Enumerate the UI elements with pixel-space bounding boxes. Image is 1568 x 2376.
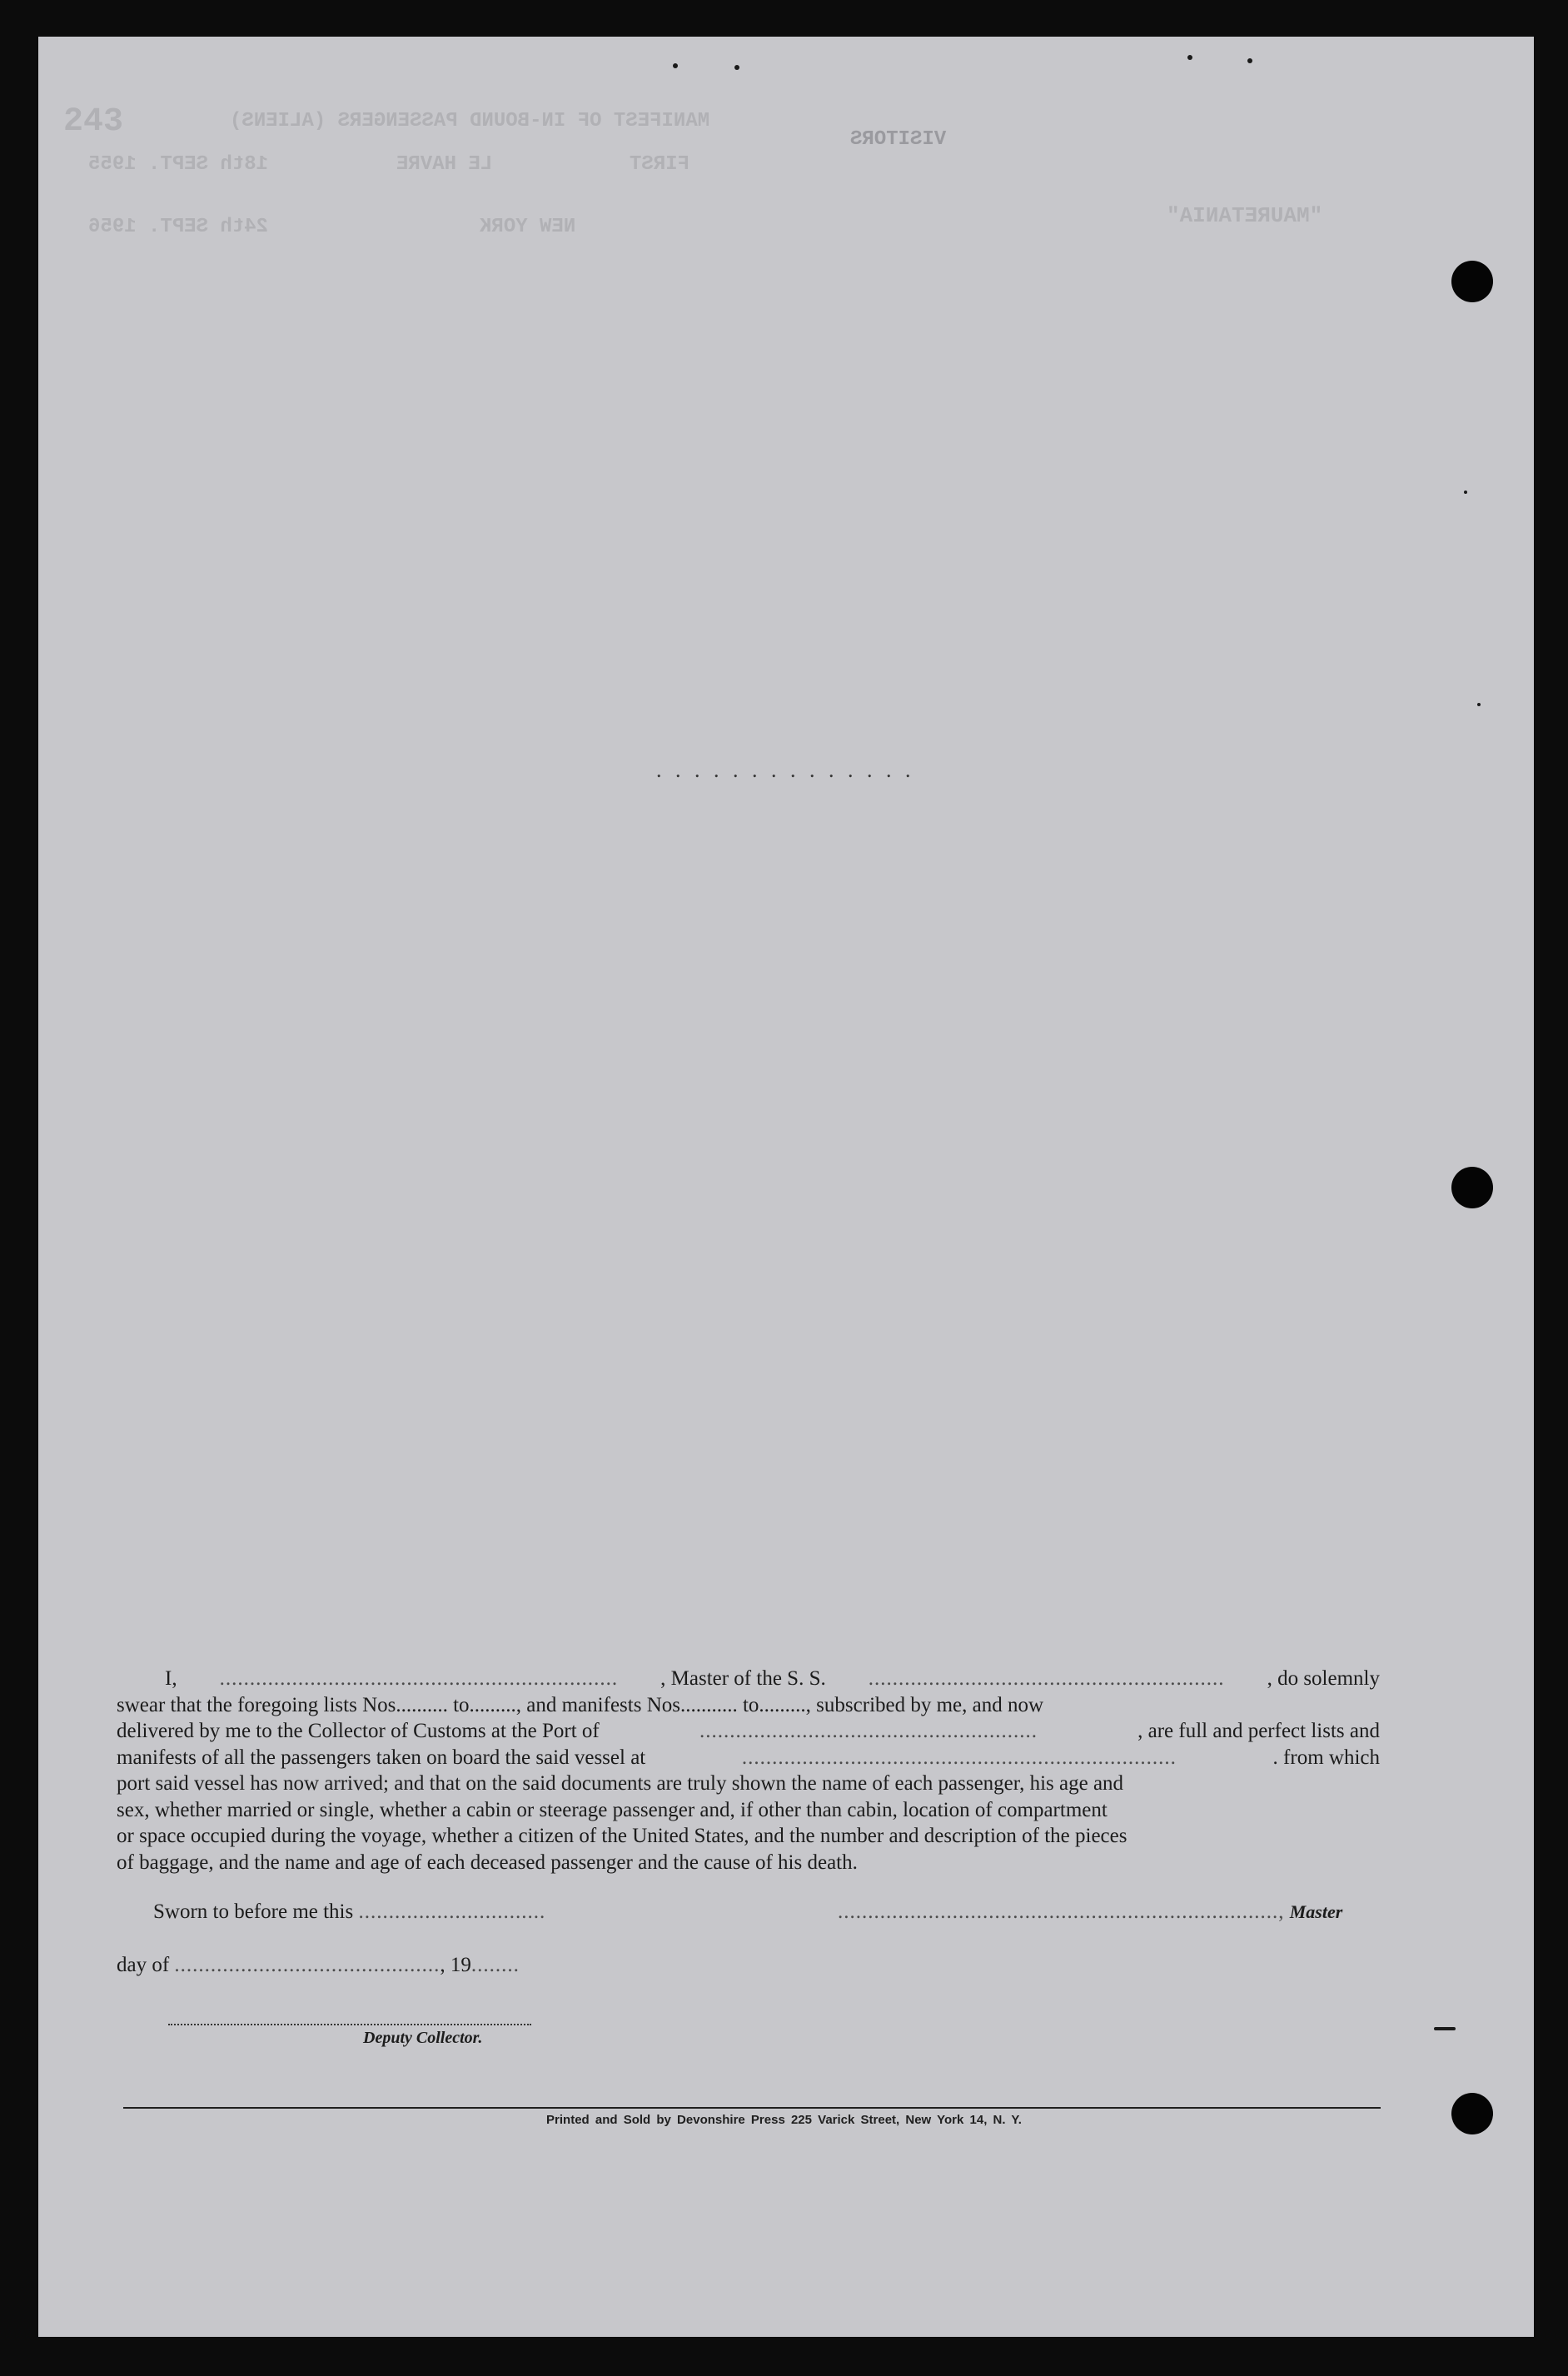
oath-l3-a: delivered by me to the Collector of Customs at the Port of	[117, 1720, 600, 1742]
deputy-signature-line	[168, 2024, 531, 2025]
sworn-line	[153, 1900, 545, 1924]
ghost-date-arrived: 24th SEPT. 1956	[88, 216, 269, 238]
oath-blank-embark-port: ........................................................................	[741, 1746, 1177, 1769]
ghost-ship-name: "MAURETANIA"	[1167, 203, 1323, 228]
speck	[1477, 703, 1481, 706]
master-blank: .........................................................................,	[838, 1900, 1285, 1923]
dotted-separator: . . . . . . . . . . . . . .	[656, 758, 915, 782]
oath-l7: or space occupied during the voyage, whether a citizen of the United States, and the number and description of the pieces	[117, 1825, 1127, 1847]
oath-l1-a: I,	[165, 1667, 177, 1690]
oath-l1-c: , do solemnly	[1267, 1667, 1380, 1690]
oath-line-6	[117, 1797, 1380, 1824]
day-of-blank: ............................................	[174, 1954, 441, 1976]
year-blank: ........	[470, 1954, 520, 1976]
oath-l3-b: , are full and perfect lists and	[1137, 1720, 1380, 1742]
oath-line-5	[117, 1771, 1380, 1797]
master-signature-line	[838, 1900, 1342, 1924]
speck	[1434, 2027, 1456, 2030]
manifest-page	[38, 37, 1534, 2337]
ghost-date-sailed: 18th SEPT. 1955	[88, 153, 269, 176]
oath-blank-master-name: ..................................................................	[219, 1667, 619, 1690]
oath-line-4	[117, 1745, 1380, 1771]
punch-hole-middle	[1451, 1167, 1493, 1208]
speck	[1464, 491, 1467, 494]
speck	[734, 65, 739, 70]
oath-l5: port said vessel has now arrived; and that on the said documents are truly shown the name of each passenger, his age and	[117, 1772, 1124, 1795]
oath-l8: of baggage, and the name and age of each deceased passenger and the cause of his death.	[117, 1850, 858, 1874]
oath-l4-a: manifests of all the passengers taken on board the said vessel at	[117, 1746, 646, 1769]
speck	[1247, 58, 1252, 63]
day-of-line	[117, 1954, 520, 1977]
year-label: , 19	[440, 1954, 471, 1976]
sworn-label: Sworn to before me this	[153, 1900, 354, 1923]
master-oath	[117, 1666, 1380, 1875]
ghost-arriving: NEW YORK	[480, 216, 576, 238]
punch-hole-top	[1451, 261, 1493, 302]
oath-l6: sex, whether married or single, whether a cabin or steerage passenger and, if other than cabin, location of compartment	[117, 1798, 1108, 1821]
printer-imprint: Printed and Sold by Devonshire Press 225 Varick Street, New York 14, N. Y.	[546, 2113, 1022, 2127]
sworn-blank: ...............................	[358, 1900, 546, 1923]
ghost-page-number: 243	[63, 103, 124, 141]
day-of-label: day of	[117, 1954, 170, 1976]
ghost-class-line: FIRST	[630, 153, 690, 176]
oath-line-7	[117, 1823, 1380, 1850]
oath-line-8	[117, 1850, 1380, 1876]
ghost-title: MANIFEST OF IN-BOUND PASSENGERS (ALIENS)	[230, 110, 710, 132]
ghost-from-port: LE HAVRE	[396, 153, 493, 176]
footer-rule	[123, 2107, 1381, 2109]
oath-blank-port: ........................................................	[699, 1720, 1038, 1742]
master-label: Master	[1289, 1901, 1343, 1922]
speck	[673, 63, 678, 68]
ghost-visitors: VISITORS	[850, 128, 947, 151]
oath-l1-b: , Master of the S. S.	[660, 1667, 826, 1690]
speck	[1187, 55, 1192, 60]
oath-blank-ship: ...........................................................	[868, 1667, 1225, 1690]
oath-l2: swear that the foregoing lists Nos.......... to........., and manifests Nos........... to........., subscribed by me, and now	[117, 1693, 1044, 1716]
oath-line-1	[117, 1666, 1380, 1692]
oath-line-3	[117, 1718, 1380, 1745]
deputy-collector-label: Deputy Collector.	[363, 2029, 483, 2047]
oath-l4-b: . from which	[1272, 1746, 1380, 1769]
oath-line-2	[117, 1692, 1380, 1719]
